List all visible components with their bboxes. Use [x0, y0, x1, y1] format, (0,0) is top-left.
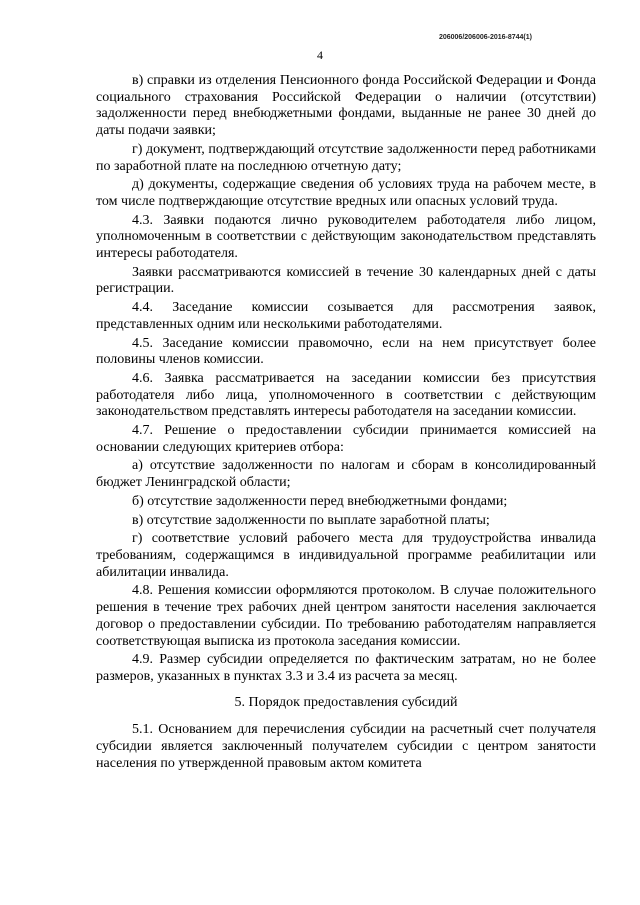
paragraph-4-7: 4.7. Решение о предоставлении субсидии принимается комиссией на основании следующих критериев отбора: [96, 423, 596, 455]
paragraph-4-5: 4.5. Заседание комиссии правомочно, если на нем присутствует более половины членов комиссии. [96, 335, 596, 368]
paragraph-4-3-review: Заявки рассматриваются комиссией в течение 30 календарных дней с даты регистрации. [96, 264, 596, 297]
document-id: 206006/206006-2016-8744(1) [438, 34, 532, 41]
paragraph-item-v: в) справки из отделения Пенсионного фонда Российской Федерации и Фонда социального страхования Российской Федерации о наличии (отсутствии) задолженности перед внебюджетными фондами, выданные не ранее 30 дней до даты подачи заявки; [96, 73, 596, 139]
paragraph-5-1: 5.1. Основанием для перечисления субсидии на расчетный счет получателя субсидии является заключенный получателем субсидии с центром занятости населения по утвержденной правовым актом комитета [96, 722, 596, 771]
criterion-a: а) отсутствие задолженности по налогам и сборам в консолидированный бюджет Ленинградской области; [96, 458, 596, 491]
paragraph-4-9: 4.9. Размер субсидии определяется по фактическим затратам, но не более размеров, указанных в пунктах 3.3 и 3.4 из расчета за месяц. [96, 652, 596, 684]
criterion-b: б) отсутствие задолженности перед внебюджетными фондами; [132, 493, 508, 509]
paragraph-4-8: 4.8. Решения комиссии оформляются протоколом. В случае положительного решения в течение трех рабочих дней центром занятости населения заключается договор о предоставлении субсидии. По требованию работодателям направляется соответствующая выписка из протокола заседания комиссии. [96, 583, 596, 649]
criterion-v: в) отсутствие задолженности по выплате заработной платы; [132, 512, 490, 528]
paragraph-item-d: д) документы, содержащие сведения об условиях труда на рабочем месте, в том числе подтверждающие отсутствие вредных или опасных условий труда. [96, 177, 596, 209]
paragraph-4-6: 4.6. Заявка рассматривается на заседании комиссии без присутствия работодателя либо лица, уполномоченного в соответствии с действующим законодательством представлять интересы работодателя на заседании комиссии. [96, 370, 596, 420]
paragraph-4-3: 4.3. Заявки подаются лично руководителем работодателя либо лицом, уполномоченным в соответствии с действующим законодательством представлять интересы работодателя. [96, 212, 596, 262]
document-body [96, 73, 596, 774]
paragraph-item-g: г) документ, подтверждающий отсутствие задолженности перед работниками по заработной плате на последнюю отчетную дату; [96, 141, 596, 174]
paragraph-4-4: 4.4. Заседание комиссии созывается для рассмотрения заявок, представленных одним или несколькими работодателями. [96, 300, 596, 332]
section-heading: 5. Порядок предоставления субсидий [234, 694, 458, 710]
criterion-g: г) соответствие условий рабочего места для трудоустройства инвалида требованиям, содержащимся в индивидуальной программе реабилитации или абилитации инвалида. [96, 531, 596, 580]
page-number: 4 [317, 48, 323, 62]
